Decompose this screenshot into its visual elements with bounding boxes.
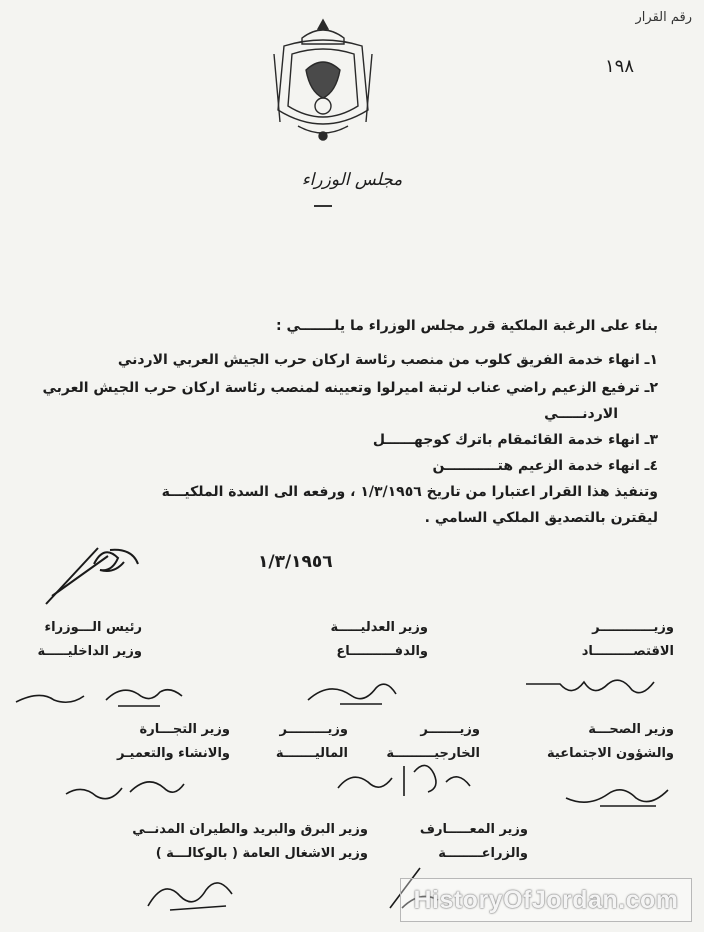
- signature-economy: [520, 668, 670, 708]
- coat-of-arms-emblem: [262, 14, 384, 146]
- minister-commerce: وزير التجـــارة: [139, 722, 230, 737]
- signature-health: [560, 776, 680, 816]
- signature-foreign: [330, 752, 480, 802]
- decision-number-label: رقم القرار: [635, 10, 692, 25]
- decree-item-2-continuation: الاردنـــــي: [544, 406, 618, 422]
- minister-finance-title: وزيـــــــــر: [279, 722, 348, 737]
- decree-date: ١/٣/١٩٥٦: [258, 552, 333, 572]
- minister-interior: وزير الداخليـــــة: [37, 644, 142, 659]
- decree-item-1: ١ـ انهاء خدمة الفريق كلوب من منصب رئاسة اركان حرب الجيش العربي الاردني: [117, 352, 658, 368]
- minister-economy-title: وزيــــــــــــر: [592, 620, 674, 635]
- decree-item-3: ٣ـ انهاء خدمة القائمقام باترك كوجهــــــل: [372, 432, 658, 448]
- minister-defence: والدفــــــــــاع: [336, 644, 428, 659]
- title-divider: [314, 205, 332, 207]
- minister-health: وزير الصحـــة: [588, 722, 674, 737]
- decree-closing-line-1: وتنفيذ هذا القرار اعتبارا من تاريخ ١/٣/١٩٥٦ ، ورفعه الى السدة الملكيـــة: [161, 484, 658, 500]
- document-number: ١٩٨: [604, 56, 634, 77]
- minister-foreign-title: وزيـــــــر: [420, 722, 480, 737]
- decree-item-2: ٢ـ ترفيع الزعيم راضي عناب لرتبة اميرلوا وتعيينه لمنصب رئاسة اركان حرب الجيش العربي: [42, 380, 658, 396]
- signature-justice: [300, 670, 410, 714]
- council-of-ministers-title: مجلس الوزراء: [301, 170, 403, 190]
- minister-education: وزير المعـــــارف: [419, 822, 528, 837]
- watermark: HistoryOfJordan.com: [400, 878, 692, 922]
- minister-justice: وزير العدليـــــة: [330, 620, 428, 635]
- signature-prime-minister: [10, 676, 200, 716]
- signature-commerce: [60, 766, 190, 810]
- minister-foreign: الخارجيـــــــــة: [386, 746, 480, 761]
- minister-construction: والانشاء والتعميـر: [117, 746, 230, 761]
- signature-telecom: [140, 866, 250, 916]
- minister-agriculture: والزراعــــــــة: [438, 846, 528, 861]
- minister-economy: الاقتصـــــــــاد: [581, 644, 674, 659]
- minister-telecom: وزير البرق والبريد والطيران المدنــي: [132, 822, 368, 837]
- minister-prime-minister: رئيس الـــوزراء: [44, 620, 142, 635]
- decree-item-4: ٤ـ انهاء خدمة الزعيم هتـــــــــــن: [432, 458, 658, 474]
- minister-social-affairs: والشؤون الاجتماعية: [547, 746, 674, 761]
- decree-preamble: بناء على الرغبة الملكية قرر مجلس الوزراء ما يلـــــــي :: [276, 318, 658, 334]
- minister-public-works: وزير الاشغال العامة ( بالوكالـــة ): [155, 846, 368, 861]
- royal-signature: [38, 530, 148, 610]
- decree-closing-line-2: ليقترن بالتصديق الملكي السامي .: [424, 510, 658, 526]
- minister-finance: الماليـــــــة: [275, 746, 348, 761]
